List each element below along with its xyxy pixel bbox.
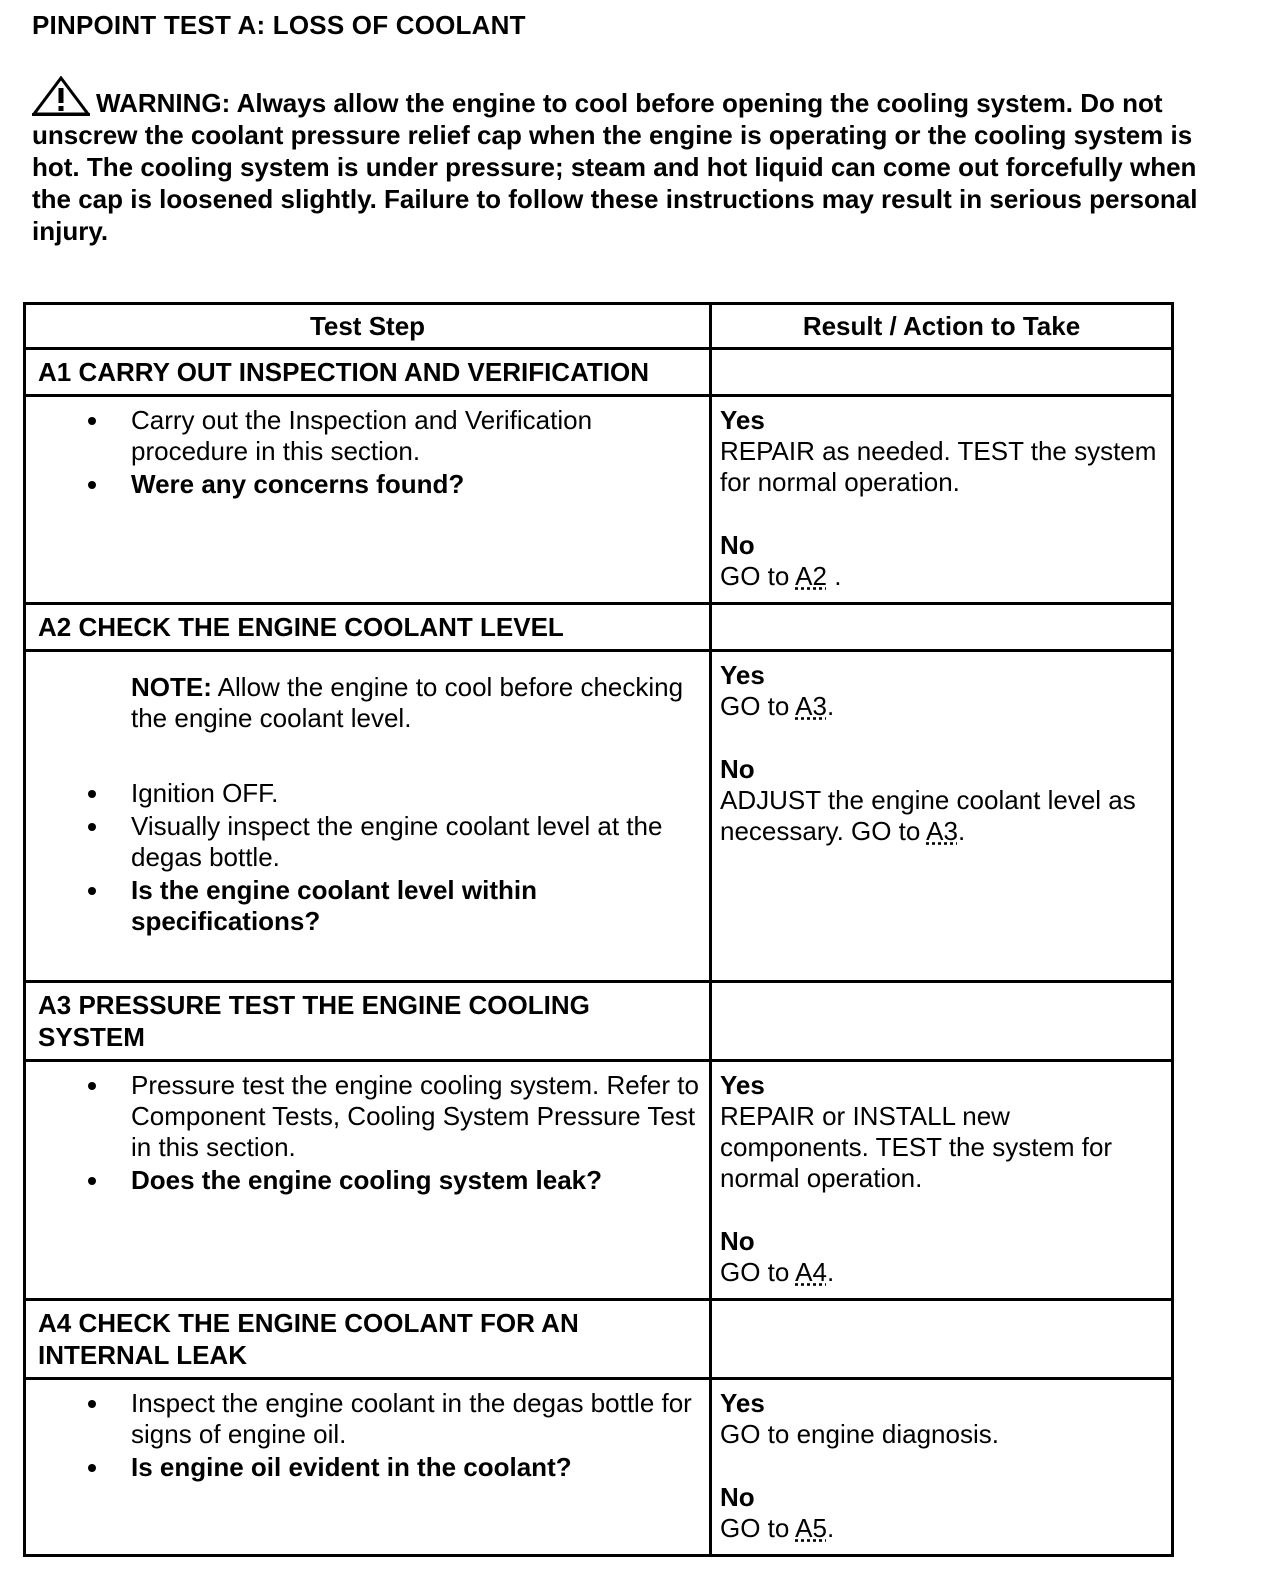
step-heading-row [25, 1300, 1173, 1379]
no-label: No [720, 1226, 755, 1256]
no-action: GO to A5. [720, 1513, 835, 1543]
step-a3-heading: A3 PRESSURE TEST THE ENGINE COOLING SYSTEM [25, 982, 711, 1061]
header-test-step: Test Step [25, 304, 711, 349]
bullet-item: Visually inspect the engine coolant level at the degas bottle. [26, 811, 709, 873]
step-body-row [25, 1061, 1173, 1300]
step-a2-body [25, 651, 711, 982]
step-a3-body [25, 1061, 711, 1300]
empty-cell [711, 1300, 1173, 1379]
yes-action: REPAIR or INSTALL new components. TEST the system for normal operation. [720, 1101, 1113, 1193]
no-action: GO to A2 . [720, 561, 842, 591]
step-a1-body [25, 396, 711, 604]
bullet-item: Carry out the Inspection and Verification procedure in this section. [26, 405, 709, 467]
step-body-row [25, 651, 1173, 982]
step-heading-row [25, 349, 1173, 396]
page-title: PINPOINT TEST A: LOSS OF COOLANT [32, 10, 526, 40]
warning-text: WARNING: Always allow the engine to cool before opening the cooling system. Do not unscrew the coolant pressure relief cap when the engine is operating or the cooling system is hot. The cooling system is under pressure; steam and hot liquid can come out forcefully when the cap is loosened slightly. Failure to follow these instructions may result in serious personal injury. [32, 88, 1198, 246]
empty-cell [711, 349, 1173, 396]
yes-label: Yes [720, 405, 765, 435]
no-label: No [720, 530, 755, 560]
step-a2-result [711, 651, 1173, 982]
step-heading-row [25, 604, 1173, 651]
link-a2[interactable]: A2 [795, 561, 827, 591]
warning-triangle-icon [32, 76, 90, 116]
step-a1-heading: A1 CARRY OUT INSPECTION AND VERIFICATION [25, 349, 711, 396]
step-a2-heading: A2 CHECK THE ENGINE COOLANT LEVEL [25, 604, 711, 651]
link-a4[interactable]: A4 [795, 1257, 827, 1287]
yes-action: GO to A3. [720, 691, 835, 721]
step-question: Does the engine cooling system leak? [26, 1165, 709, 1196]
link-a3[interactable]: A3 [795, 691, 827, 721]
step-question: Is engine oil evident in the coolant? [26, 1452, 709, 1483]
step-body-row [25, 1379, 1173, 1556]
step-body-row [25, 396, 1173, 604]
yes-label: Yes [720, 1388, 765, 1418]
step-question: Is the engine coolant level within specifications? [26, 875, 709, 937]
no-label: No [720, 1482, 755, 1512]
bullet-item: Pressure test the engine cooling system. Refer to Component Tests, Cooling System Pressure Test in this section. [26, 1070, 709, 1163]
link-a3[interactable]: A3 [926, 816, 958, 846]
bullet-item: Ignition OFF. [26, 778, 709, 809]
empty-cell [711, 604, 1173, 651]
step-note: NOTE: Allow the engine to cool before checking the engine coolant level. [131, 672, 684, 733]
no-label: No [720, 754, 755, 784]
warning-block [32, 76, 1232, 247]
header-result: Result / Action to Take [711, 304, 1173, 349]
table-header-row [25, 304, 1173, 349]
step-a3-result [711, 1061, 1173, 1300]
yes-label: Yes [720, 1070, 765, 1100]
link-a5[interactable]: A5 [795, 1513, 827, 1543]
no-action: GO to A4. [720, 1257, 835, 1287]
yes-label: Yes [720, 660, 765, 690]
step-heading-row [25, 982, 1173, 1061]
empty-cell [711, 982, 1173, 1061]
bullet-item: Inspect the engine coolant in the degas bottle for signs of engine oil. [26, 1388, 709, 1450]
step-a1-result [711, 396, 1173, 604]
step-question: Were any concerns found? [26, 469, 709, 500]
yes-action: REPAIR as needed. TEST the system for normal operation. [720, 436, 1157, 497]
step-a4-heading: A4 CHECK THE ENGINE COOLANT FOR AN INTERNAL LEAK [25, 1300, 711, 1379]
no-action: ADJUST the engine coolant level as necessary. GO to A3. [720, 785, 1136, 846]
pinpoint-test-table [23, 302, 1174, 1557]
step-a4-body [25, 1379, 711, 1556]
yes-action: GO to engine diagnosis. [720, 1419, 999, 1449]
step-a4-result [711, 1379, 1173, 1556]
